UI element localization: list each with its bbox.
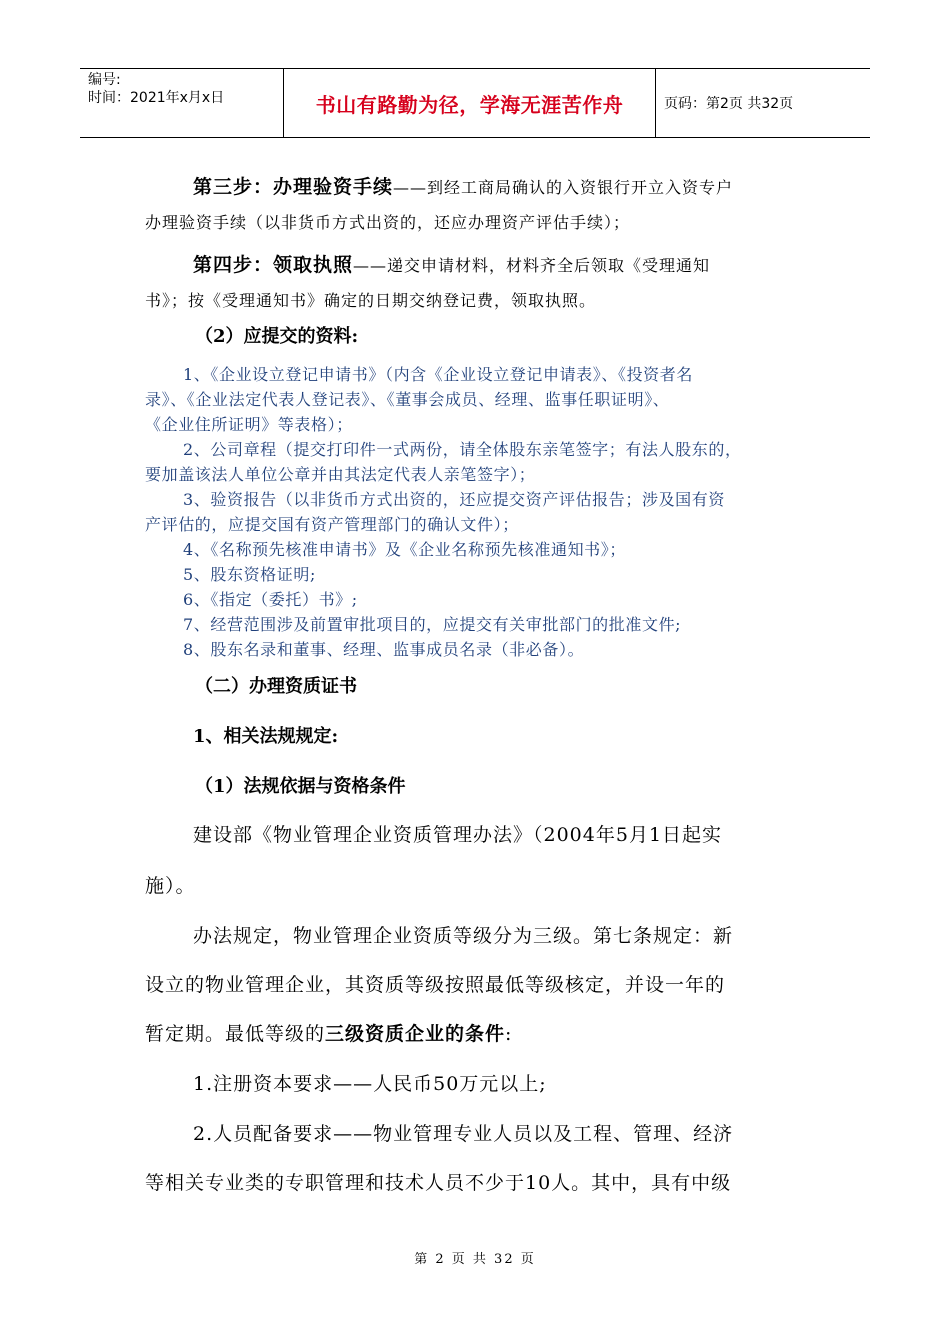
- item2-line1: 2.人员配备要求——物业管理专业人员以及工程、管理、经济: [193, 1123, 734, 1145]
- list-line: 5、股东资格证明;: [183, 565, 316, 584]
- motto: 书山有路勤为径，学海无涯苦作舟: [284, 69, 656, 137]
- step4-line1: [193, 250, 810, 277]
- step3-line1: [193, 172, 810, 199]
- list-line: 要加盖该法人单位公章并由其法定代表人亲笔签字）；: [145, 465, 536, 484]
- para2-line3-a: 暂定期。最低等级的: [145, 1023, 326, 1045]
- page-footer: 第 2 页 共 32 页: [414, 1252, 536, 1267]
- list-line: 8、股东名录和董事、经理、监事成员名录（非必备）。: [183, 640, 585, 659]
- para1-line1: 建设部《物业管理企业资质管理办法》（2004年5月1日起实: [193, 824, 723, 846]
- list-line: 3、验资报告（以非货币方式出资的，还应提交资产评估报告；涉及国有资: [183, 490, 725, 509]
- para2-line1: 办法规定，物业管理企业资质等级分为三级。第七条规定：新: [193, 925, 734, 947]
- step4-line2: 书》；按《受理通知书》确定的日期交纳登记费，领取执照。: [145, 291, 597, 310]
- para1-line2: 施）。: [145, 875, 196, 897]
- item1: 1.注册资本要求——人民币50万元以上;: [193, 1073, 547, 1095]
- step4-title: 第四步：领取执照: [193, 254, 354, 276]
- sub1-1-title: （1）法规依据与资格条件: [195, 776, 406, 797]
- para2-line3: [145, 1019, 810, 1046]
- page-info: 页码：第2页 共32页: [664, 96, 794, 112]
- sub2-title: （2）应提交的资料:: [195, 326, 359, 347]
- para2-line2: 设立的物业管理企业，其资质等级按照最低等级核定，并设一年的: [145, 974, 726, 996]
- list-line: 录》、《企业法定代表人登记表》、《董事会成员、经理、监事任职证明》、: [145, 390, 670, 409]
- step3-title: 第三步：办理验资手续: [193, 176, 394, 198]
- list-line: 2、公司章程（提交打印件一式两份，请全体股东亲笔签字；有法人股东的，: [183, 440, 742, 459]
- list-line: 7、经营范围涉及前置审批项目的，应提交有关审批部门的批准文件;: [183, 615, 682, 634]
- date-label: 时间：2021年x月x日: [88, 90, 225, 106]
- item2-line2: 等相关专业类的专职管理和技术人员不少于10人。其中，具有中级: [145, 1172, 732, 1194]
- list-line: 产评估的，应提交国有资产管理部门的确认文件）；: [145, 515, 519, 534]
- header-left-cell: [80, 69, 284, 137]
- step4-text1: ——递交申请材料，材料齐全后领取《受理通知: [353, 256, 711, 275]
- list-line: 1、《企业设立登记申请书》（内含《企业设立登记申请表》、《投资者名: [183, 365, 693, 384]
- list-line: 6、《指定（委托）书》;: [183, 590, 358, 609]
- step3-line2: 办理验资手续（以非货币方式出资的，还应办理资产评估手续）；: [145, 213, 631, 232]
- document-header: [80, 68, 870, 138]
- step3-text1: ——到经工商局确认的入资银行开立入资专户: [393, 178, 734, 197]
- serial-label: 编号:: [88, 72, 121, 88]
- list-line: 《企业住所证明》等表格）；: [145, 415, 353, 434]
- sub1-title: 1、相关法规规定:: [193, 726, 339, 747]
- list-line: 4、《名称预先核准申请书》及《企业名称预先核准通知书》；: [183, 540, 626, 559]
- para2-line3-b: 三级资质企业的条件: [325, 1023, 506, 1045]
- para2-line3-c: :: [505, 1023, 513, 1045]
- section2-title: （二）办理资质证书: [195, 676, 357, 697]
